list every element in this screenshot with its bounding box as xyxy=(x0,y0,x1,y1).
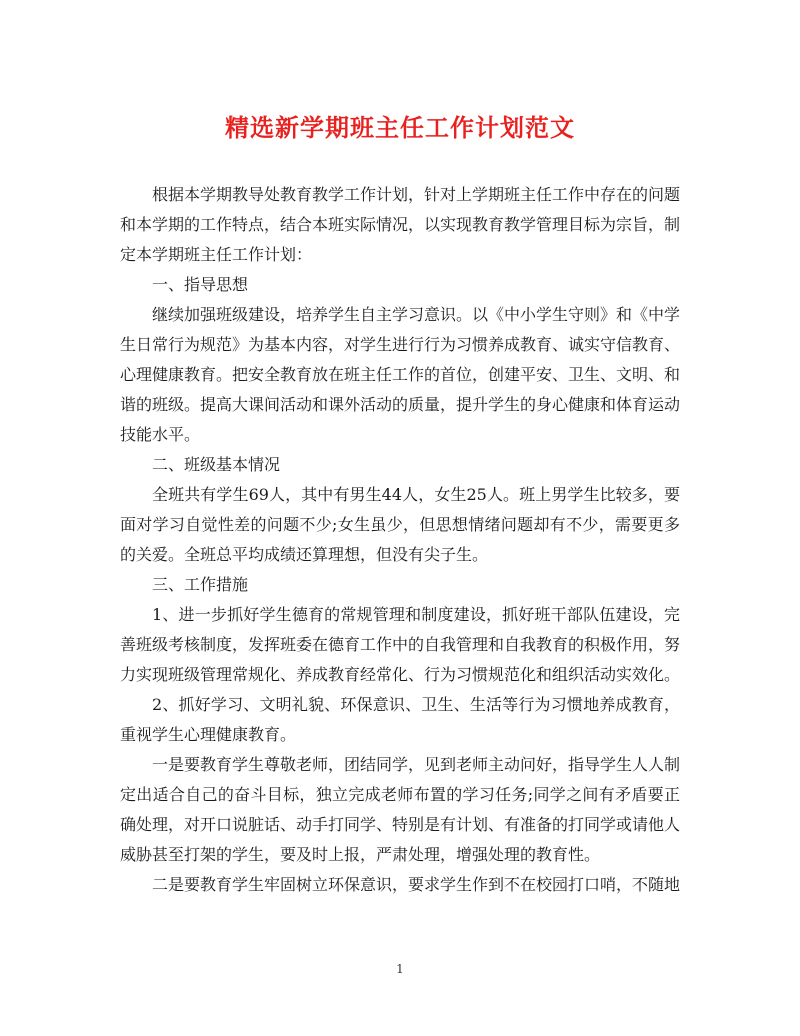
section-heading-measures: 三、工作措施 xyxy=(152,575,249,594)
section-heading-guiding-thought: 一、指导思想 xyxy=(152,275,249,294)
paragraph-guiding-thought: 继续加强班级建设，培养学生自主学习意识。以《中小学生守则》和《中学生日常行为规范》为基本内容，对学生进行行为习惯养成教育、诚实守信教育、心理健康教育。把安全教育放在班主任工作的首位，创建平安、卫生、文明、和谐的班级。提高大课间活动和课外活动的质量，提升学生的身心健康和体育运动技能水平。 xyxy=(120,305,681,444)
paragraph-measure-2: 2、抓好学习、文明礼貌、环保意识、卫生、生活等行为习惯地养成教育，重视学生心理健康教育。 xyxy=(120,695,680,744)
document-body xyxy=(120,180,680,900)
section-heading-class-situation: 二、班级基本情况 xyxy=(152,455,281,474)
paragraph-intro: 根据本学期教导处教育教学工作计划，针对上学期班主任工作中存在的问题和本学期的工作特点，结合本班实际情况，以实现教育教学管理目标为宗旨，制定本学期班主任工作计划： xyxy=(120,185,681,264)
paragraph-point-one: 一是要教育学生尊敬老师，团结同学，见到老师主动问好，指导学生人人制定出适合自己的奋斗目标，独立完成老师布置的学习任务;同学之间有矛盾要正确处理，对开口说脏话、动手打同学、特别是有计划、有准备的打同学或请他人威胁甚至打架的学生，要及时上报，严肃处理，增强处理的教育性。 xyxy=(120,755,681,864)
paragraph-point-two: 二是要教育学生牢固树立环保意识，要求学生作到不在校园打口哨，不随地 xyxy=(152,875,681,894)
paragraph-measure-1: 1、进一步抓好学生德育的常规管理和制度建设，抓好班干部队伍建设，完善班级考核制度，发挥班委在德育工作中的自我管理和自我教育的积极作用，努力实现班级管理常规化、养成教育经常化、行为习惯规范化和组织活动实效化。 xyxy=(120,605,681,684)
paragraph-class-situation: 全班共有学生69人，其中有男生44人，女生25人。班上男学生比较多，要面对学习自觉性差的问题不少;女生虽少，但思想情绪问题却有不少，需要更多的关爱。全班总平均成绩还算理想，但没有尖子生。 xyxy=(120,485,680,564)
document-title: 精选新学期班主任工作计划范文 xyxy=(225,113,575,142)
page-number: 1 xyxy=(396,962,404,976)
